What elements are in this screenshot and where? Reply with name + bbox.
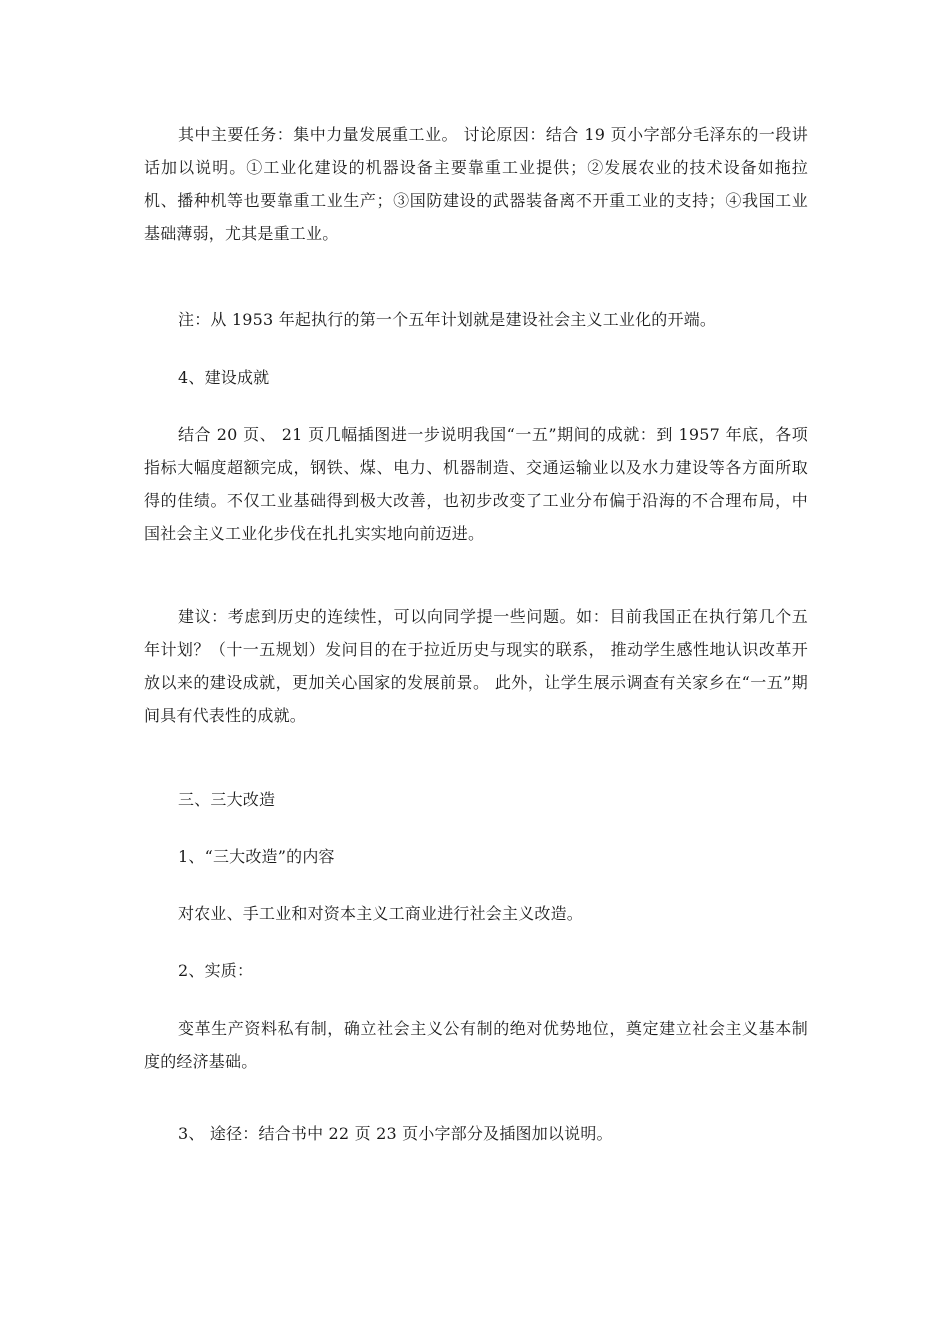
paragraph-achievements: 结合 20 页、 21 页几幅插图进一步说明我国“一五”期间的成就：到 1957 年底，各项指标大幅度超额完成，钢铁、煤、电力、机器制造、交通运输业以及水力建设等各方面所取得的佳绩。不仅工业基础得到极大改善，也初步改变了工业分布偏于沿海的不合理布局，中国社会主义工业化步伐在扎扎实实地向前迈进。 — [144, 425, 808, 543]
heading-content: 1、“三大改造”的内容 — [178, 847, 335, 866]
paragraph-essence: 变革生产资料私有制，确立社会主义公有制的绝对优势地位，奠定建立社会主义基本制度的经济基础。 — [144, 1019, 808, 1071]
heading-achievements: 4、建设成就 — [178, 368, 270, 387]
paragraph-content: 对农业、手工业和对资本主义工商业进行社会主义改造。 — [178, 904, 584, 923]
paragraph-suggestion: 建议：考虑到历史的连续性，可以向同学提一些问题。如：目前我国正在执行第几个五年计划？（十一五规划）发问目的在于拉近历史与现实的联系， 推动学生感性地认识改革开放以来的建设成就，更加关心国家的发展前景。 此外，让学生展示调查有关家乡在“一五”期间具有代表性的成就。 — [144, 607, 808, 725]
paragraph-main-task: 其中主要任务：集中力量发展重工业。 讨论原因：结合 19 页小字部分毛泽东的一段讲话加以说明。①工业化建设的机器设备主要靠重工业提供；②发展农业的技术设备如拖拉机、播种机等也要靠重工业生产；③国防建设的武器装备离不开重工业的支持；④我国工业基础薄弱，尤其是重工业。 — [144, 125, 808, 243]
heading-approach: 3、 途径：结合书中 22 页 23 页小字部分及插图加以说明。 — [178, 1124, 613, 1143]
heading-three-transformations: 三、三大改造 — [178, 790, 276, 809]
paragraph-note: 注：从 1953 年起执行的第一个五年计划就是建设社会主义工业化的开端。 — [178, 310, 717, 329]
heading-essence: 2、实质： — [178, 961, 254, 980]
